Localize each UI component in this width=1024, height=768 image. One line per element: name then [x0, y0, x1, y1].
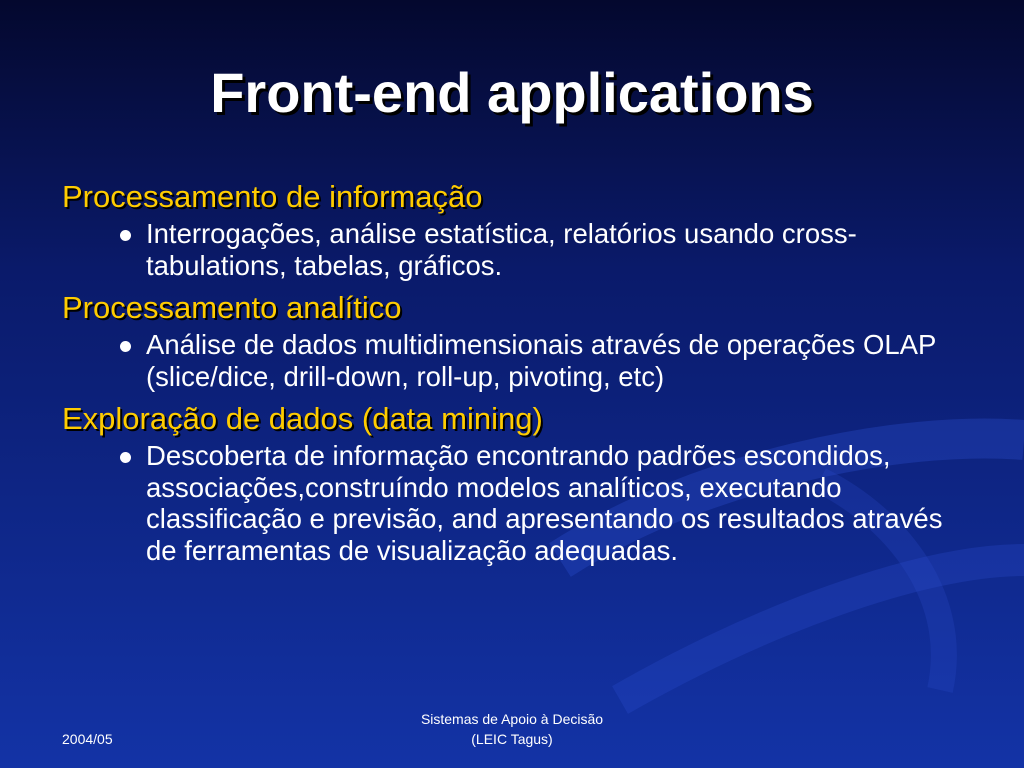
bullet-text: Análise de dados multidimensionais através de operações OLAP (slice/dice, drill-down, roll-up, pivoting, etc): [146, 329, 936, 392]
bullet-text: Interrogações, análise estatística, relatórios usando cross-tabulations, tabelas, gráficos.: [146, 218, 857, 281]
bullet-dot-icon: [120, 452, 131, 463]
footer-date: 2004/05: [62, 731, 113, 747]
section-analytical-processing: [62, 289, 962, 392]
bullet-dot-icon: [120, 341, 131, 352]
footer-course-subtitle: (LEIC Tagus): [471, 731, 553, 747]
section-information-processing: [62, 178, 962, 281]
slide-content: [62, 178, 962, 574]
bullet-item: [62, 218, 962, 281]
slide-title: Front-end applications: [210, 61, 814, 124]
bullet-item: [62, 329, 962, 392]
footer-course: [372, 709, 652, 749]
bullet-dot-icon: [120, 230, 131, 241]
bullet-item: [62, 440, 962, 566]
section-heading: Processamento de informação: [62, 179, 483, 214]
section-data-mining: [62, 400, 962, 566]
section-heading: Processamento analítico: [62, 290, 402, 325]
section-heading: Exploração de dados (data mining): [62, 401, 543, 436]
bullet-text: Descoberta de informação encontrando padrões escondidos, associações,construíndo modelos analíticos, executando classificação e previsão, and apresentando os resultados através de ferramentas de visualização adequadas.: [146, 440, 943, 566]
footer-course-name: Sistemas de Apoio à Decisão: [420, 711, 604, 727]
